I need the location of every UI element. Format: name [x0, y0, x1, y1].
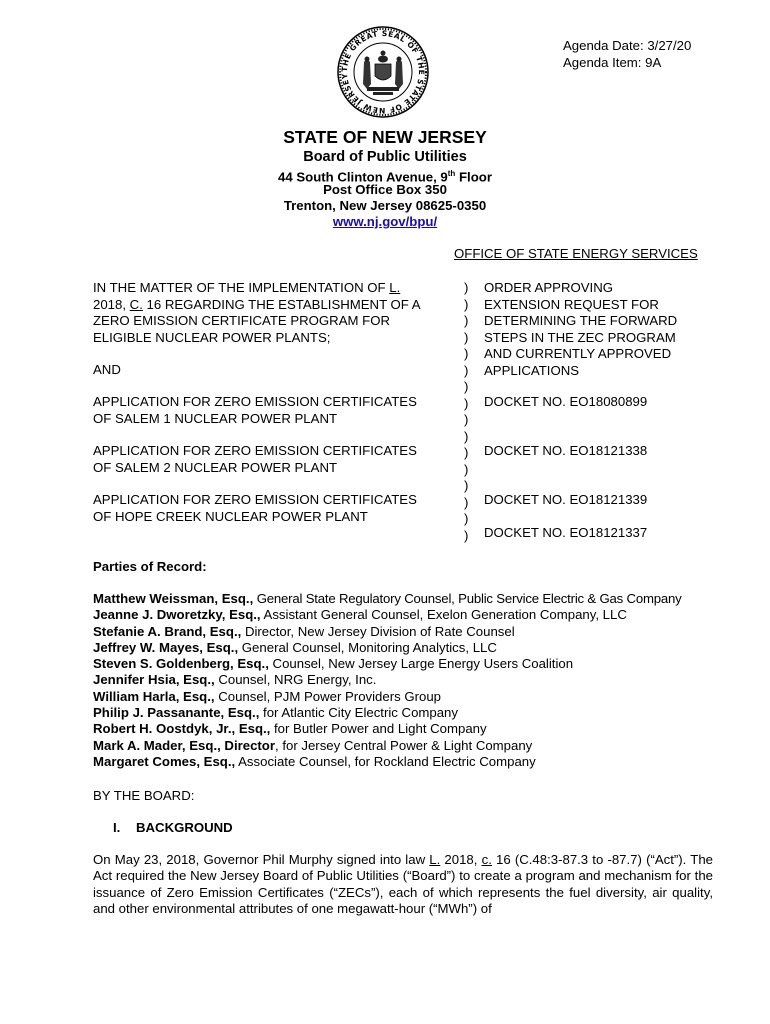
and-label: AND: [93, 362, 121, 377]
address-line: 44 South Clinton Avenue, 9th Floor: [278, 169, 492, 185]
parties-heading: Parties of Record:: [93, 559, 207, 574]
seal-text: THE GREAT SEAL OF THE STATE OF NEW JERSEY: [339, 28, 427, 116]
party-entry: Margaret Comes, Esq., Associate Counsel, for Rockland Electric Company: [93, 753, 536, 769]
board-title: Board of Public Utilities: [303, 149, 467, 165]
parties-list: [93, 591, 682, 770]
docket-number-4: DOCKET NO. EO18121337: [484, 525, 648, 540]
website-link-row: [0, 214, 770, 231]
docket-number-2: DOCKET NO. EO18121338: [484, 443, 648, 458]
party-entry: Steven S. Goldenberg, Esq., Counsel, New Jersey Large Energy Users Coalition: [93, 656, 574, 672]
section-number: I.: [113, 820, 121, 835]
office-name: OFFICE OF STATE ENERGY SERVICES: [454, 246, 698, 261]
state-seal-icon: [337, 26, 429, 118]
party-entry: Robert H. Oostdyk, Jr., Esq., for Butler Power and Light Company: [93, 721, 487, 737]
party-entry: Philip J. Passanante, Esq., for Atlantic City Electric Company: [93, 705, 458, 721]
party-entry: William Harla, Esq., Counsel, PJM Power Providers Group: [93, 688, 442, 704]
paren-column: ) ) ) ) ) ) ) ) ) ) ) ) ) ) ) ): [464, 280, 469, 543]
party-entry: Jeanne J. Dworetzky, Esq., Assistant General Counsel, Exelon Generation Company, LLC: [93, 607, 627, 623]
city-line: Trenton, New Jersey 08625-0350: [283, 198, 487, 213]
application-hope-creek: APPLICATION FOR ZERO EMISSION CERTIFICATES OF HOPE CREEK NUCLEAR POWER PLANT: [93, 492, 417, 524]
party-entry: Mark A. Mader, Esq., Director, for Jersey Central Power & Light Company: [93, 737, 533, 753]
party-entry: Jennifer Hsia, Esq., Counsel, NRG Energy, Inc.: [93, 672, 377, 688]
application-salem-1: APPLICATION FOR ZERO EMISSION CERTIFICATES OF SALEM 1 NUCLEAR POWER PLANT: [93, 394, 417, 426]
party-entry: Matthew Weissman, Esq., General State Regulatory Counsel, Public Service Electric & Gas Company: [93, 591, 682, 606]
agenda-block: [563, 38, 691, 71]
po-box-line: Post Office Box 350: [323, 182, 447, 197]
state-title: STATE OF NEW JERSEY: [283, 127, 487, 147]
matter-caption: IN THE MATTER OF THE IMPLEMENTATION OF L. 2018, C. 16 REGARDING THE ESTABLISHMENT OF A ZERO EMISSION CERTIFICATE PROGRAM FOR ELIGIBLE NUCLEAR POWER PLANTS;: [93, 280, 421, 345]
agenda-item: Agenda Item: 9A: [563, 54, 662, 70]
party-entry: Stefanie A. Brand, Esq., Director, New Jersey Division of Rate Counsel: [93, 623, 515, 639]
section-title: BACKGROUND: [136, 820, 233, 835]
party-entry: Jeffrey W. Mayes, Esq., General Counsel, Monitoring Analytics, LLC: [93, 639, 497, 655]
docket-number-3: DOCKET NO. EO18121339: [484, 492, 648, 507]
background-paragraph: On May 23, 2018, Governor Phil Murphy signed into law L. 2018, c. 16 (C.48:3-87.3 to -87.7) (“Act”). The Act required the New Jersey Board of Public Utilities (“Board”) to create a program and mechanism for the issuance of Zero Emission Certificates (“ZECs”), each of which represents the fuel diversity, air quality, and other environmental attributes of one megawatt-hour (“MWh”) of: [93, 852, 713, 916]
agenda-date: Agenda Date: 3/27/20: [563, 38, 692, 53]
docket-number-1: DOCKET NO. EO18080899: [484, 394, 648, 409]
by-the-board: BY THE BOARD:: [93, 788, 195, 803]
website-link[interactable]: www.nj.gov/bpu/: [332, 214, 438, 229]
application-salem-2: APPLICATION FOR ZERO EMISSION CERTIFICATES OF SALEM 2 NUCLEAR POWER PLANT: [93, 443, 417, 475]
order-title: ORDER APPROVING EXTENSION REQUEST FOR DETERMINING THE FORWARD STEPS IN THE ZEC PROGRAM AND CURRENTLY APPROVED APPLICATIONS: [484, 280, 678, 378]
